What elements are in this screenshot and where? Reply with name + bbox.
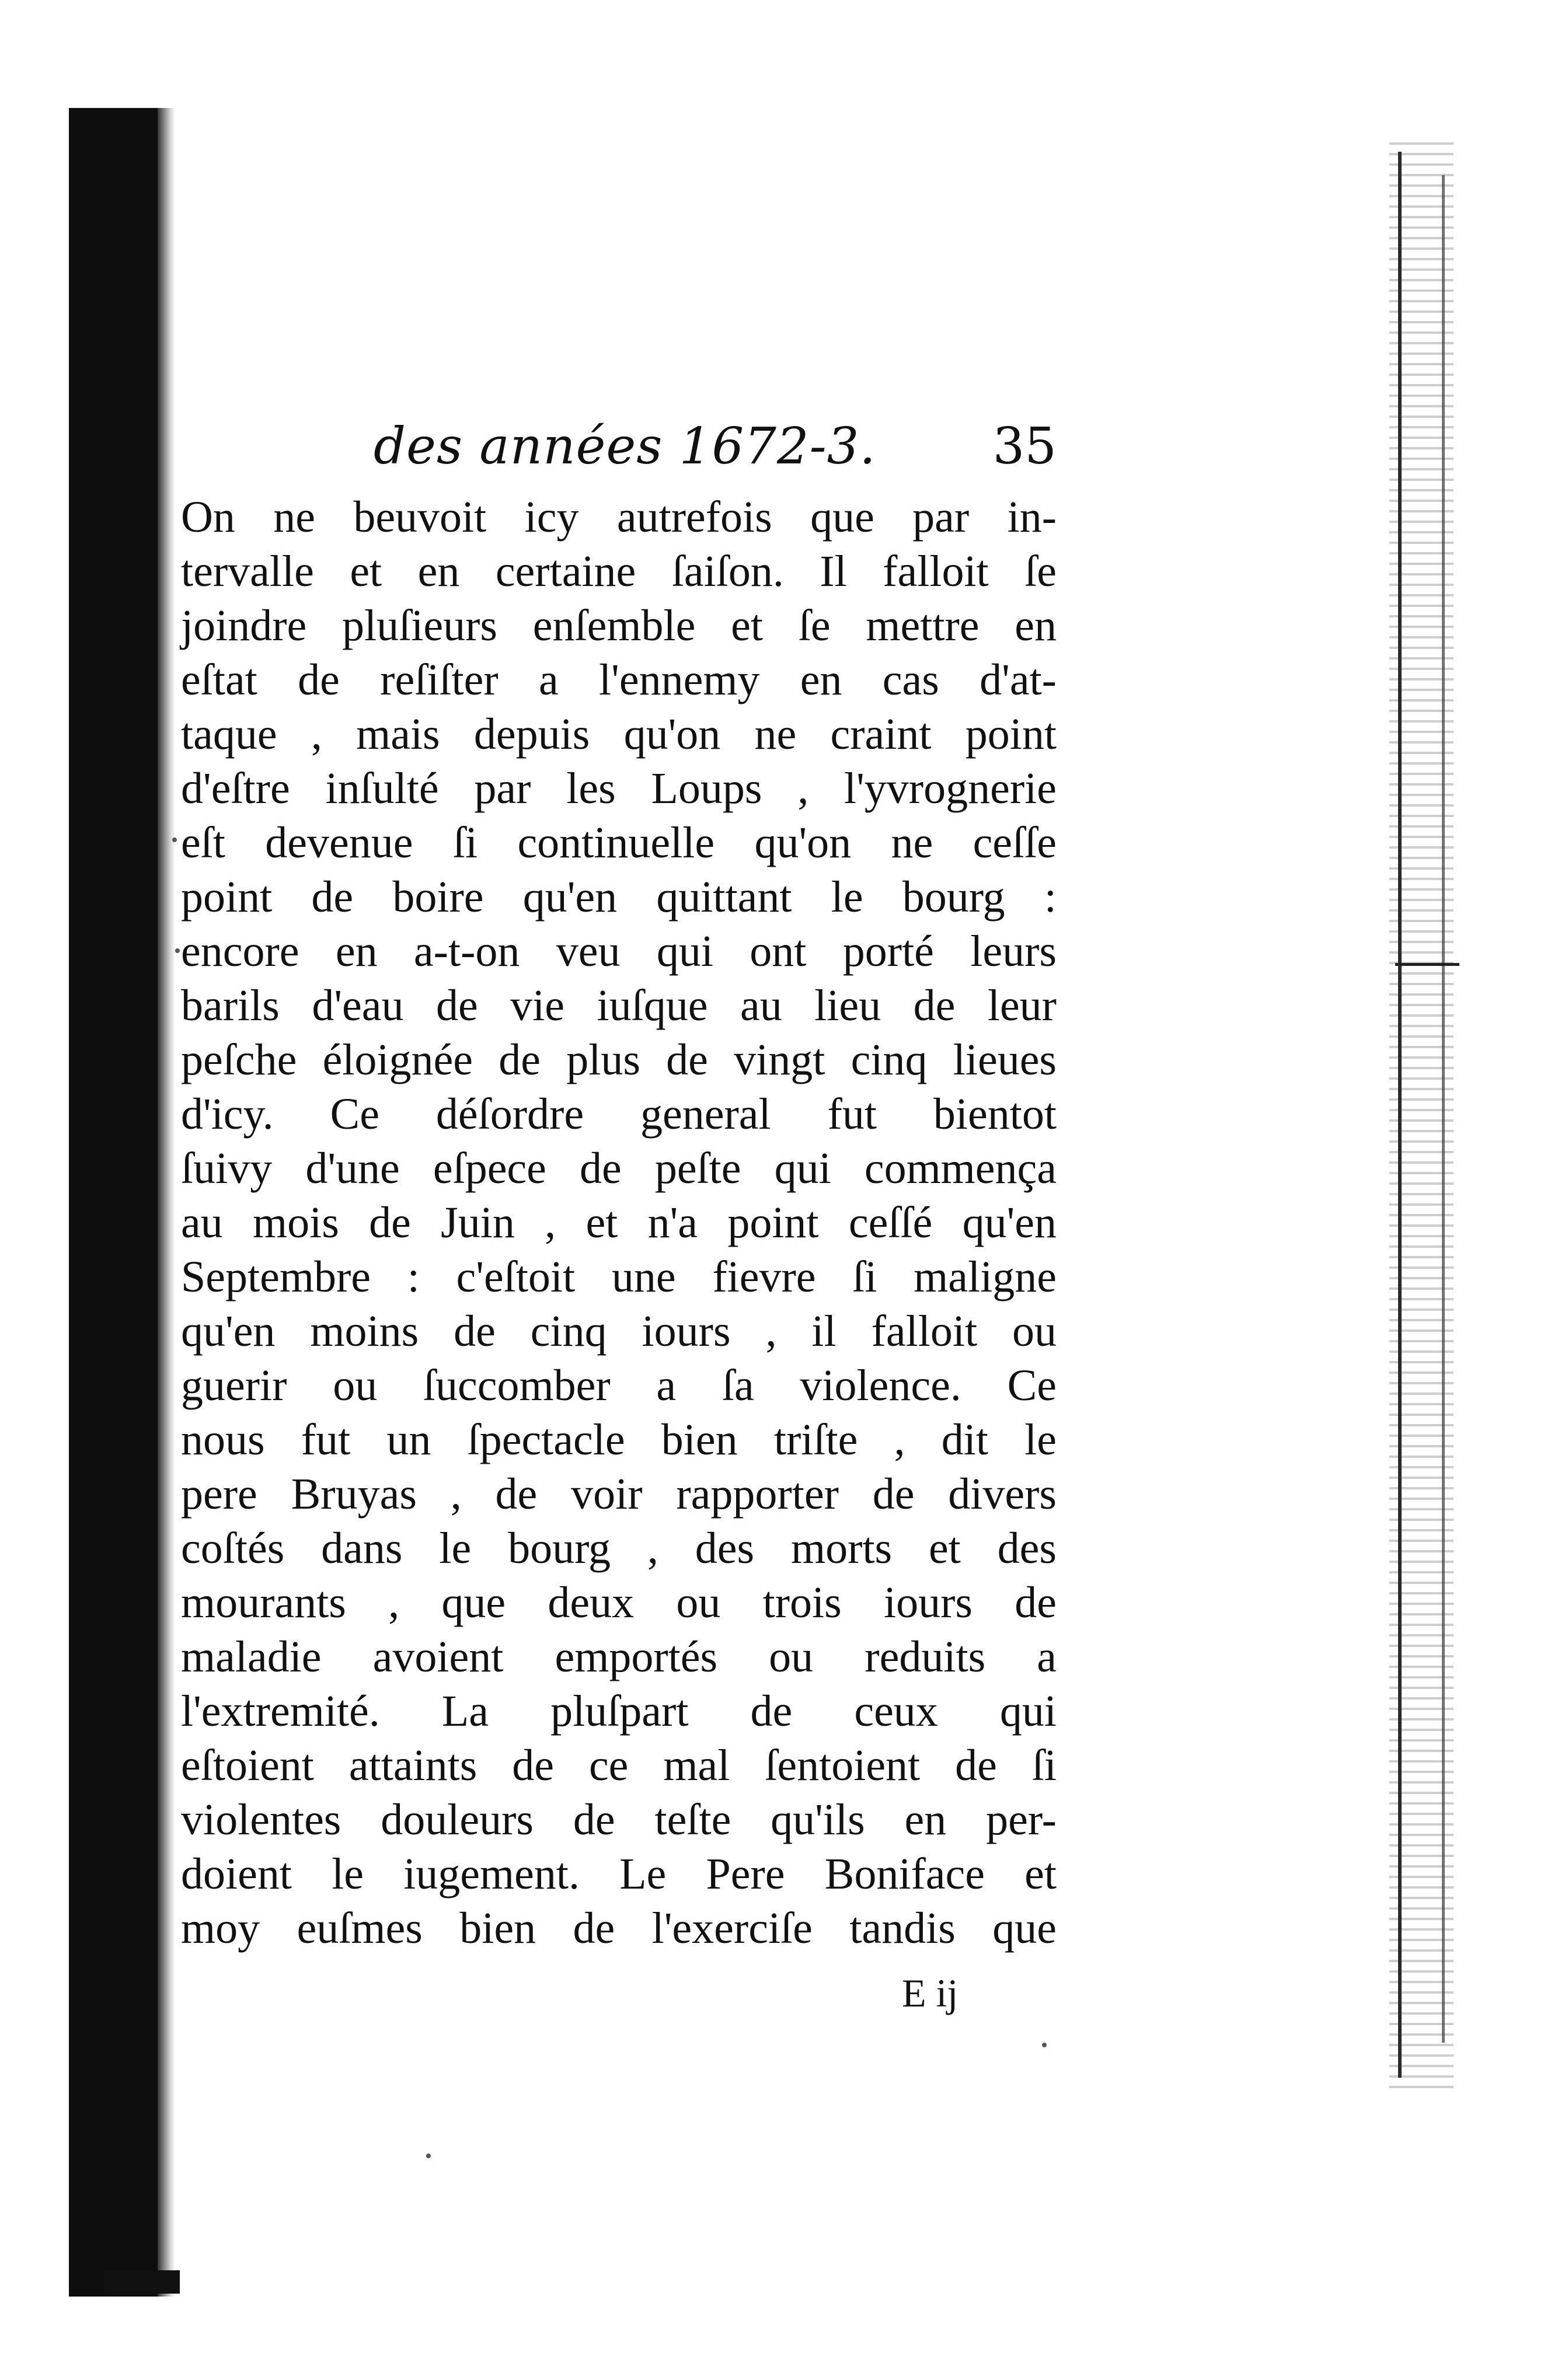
- text-line: barils d'eau de vie iuſque au lieu de leur: [181, 981, 1057, 1030]
- adjacent-page-tick: [1395, 963, 1459, 966]
- adjacent-page-rule: [1398, 152, 1402, 2078]
- text-line: mourants , que deux ou trois iours de: [181, 1578, 1057, 1627]
- adjacent-page-rule-secondary: [1442, 175, 1445, 2043]
- stray-ink-dot: [426, 2154, 431, 2158]
- text-line: joindre pluſieurs enſemble et ſe mettre en: [181, 601, 1057, 650]
- text-line: eſtat de reſiſter a l'ennemy en cas d'at-: [181, 655, 1057, 704]
- text-line: ſuivy d'une eſpece de peſte qui commença: [181, 1144, 1057, 1193]
- binding-shadow-edge: [158, 108, 175, 2297]
- text-line: Septembre : c'eſtoit une fievre ſi maligne: [181, 1252, 1057, 1301]
- text-line: au mois de Juin , et n'a point ceſſé qu'en: [181, 1198, 1057, 1247]
- binding-shadow-foot: [104, 2270, 180, 2294]
- text-line: point de boire qu'en quittant le bourg :: [181, 873, 1057, 922]
- stray-ink-dot: [1042, 2043, 1047, 2047]
- text-line: l'extremité. La pluſpart de ceux qui: [181, 1687, 1057, 1736]
- text-line: doient le iugement. Le Pere Boniface et: [181, 1849, 1057, 1899]
- signature-mark: E ij: [902, 1971, 959, 2015]
- stray-ink-dot: [172, 837, 177, 842]
- text-line: On ne beuvoit icy autrefois que par in-: [181, 493, 1057, 542]
- text-line: guerir ou ſuccomber a ſa violence. Ce: [181, 1361, 1057, 1410]
- text-line: maladie avoient emportés ou reduits a: [181, 1632, 1057, 1681]
- text-line: peſche éloignée de plus de vingt cinq lieues: [181, 1035, 1057, 1084]
- running-title: des années 1672-3.: [374, 417, 876, 476]
- text-line: coſtés dans le bourg , des morts et des: [181, 1524, 1057, 1573]
- binding-shadow: [69, 108, 162, 2297]
- text-line: encore en a-t-on veu qui ont porté leurs: [181, 927, 1057, 976]
- text-line: eſtoient attaints de ce mal ſentoient de ſi: [181, 1741, 1057, 1790]
- text-line: qu'en moins de cinq iours , il falloit ou: [181, 1307, 1057, 1356]
- text-line: nous fut un ſpectacle bien triſte , dit le: [181, 1415, 1057, 1464]
- text-line: violentes douleurs de teſte qu'ils en per-: [181, 1795, 1057, 1844]
- text-line: eſt devenue ſi continuelle qu'on ne ceſſe: [181, 818, 1057, 867]
- body-text: [181, 490, 1057, 1956]
- text-line: pere Bruyas , de voir rapporter de divers: [181, 1470, 1057, 1519]
- text-line: d'icy. Ce déſordre general fut bientot: [181, 1090, 1057, 1139]
- text-line: moy euſmes bien de l'exerciſe tandis que: [181, 1904, 1057, 1953]
- running-header: [374, 409, 1057, 484]
- text-line: d'eſtre inſulté par les Loups , l'yvrognerie: [181, 764, 1057, 813]
- page-number: 35: [992, 417, 1057, 476]
- stray-ink-dot: [175, 948, 180, 953]
- text-line: tervalle et en certaine ſaiſon. Il falloit ſe: [181, 547, 1057, 596]
- text-line: taque , mais depuis qu'on ne craint point: [181, 710, 1057, 759]
